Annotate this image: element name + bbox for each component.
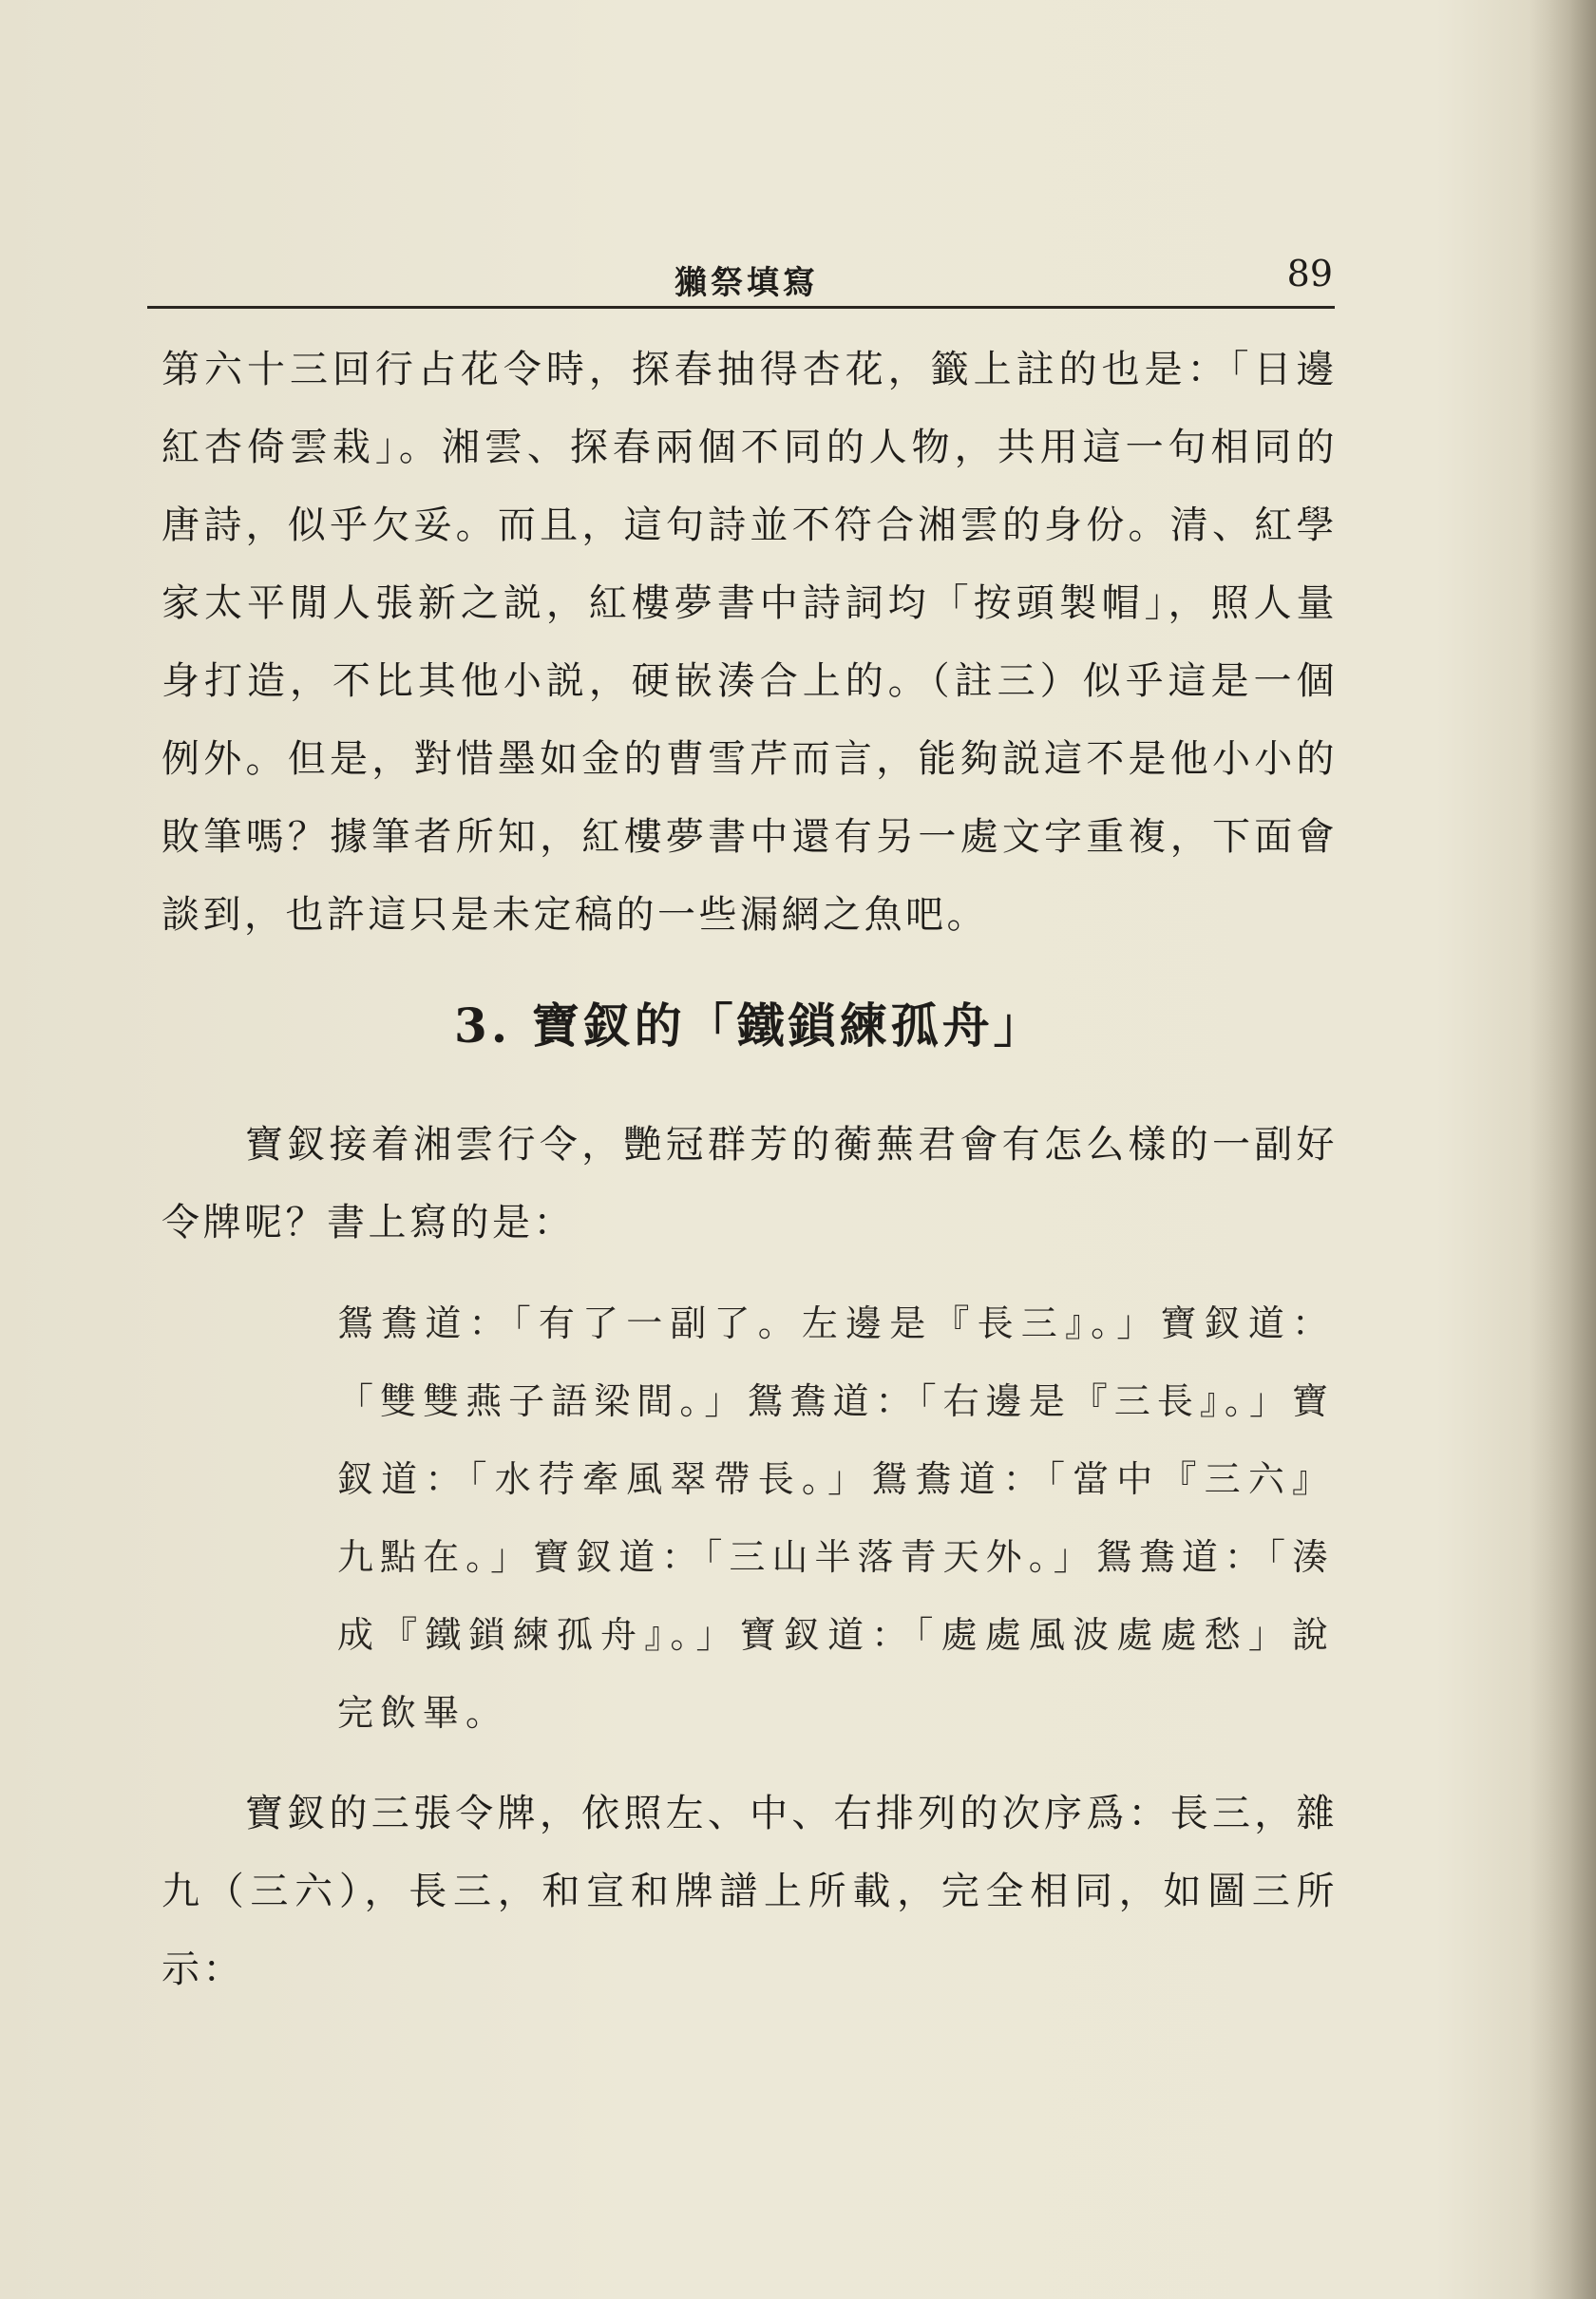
- paragraph-3: 寶釵的三張令牌，依照左、中、右排列的次序爲：長三，雜九（三六），長三，和宣和牌譜上所載，完全相同，如圖三所示：: [162, 1792, 1338, 1991]
- page-number: 89: [1286, 253, 1333, 294]
- page-gutter-shadow: [1530, 0, 1596, 2299]
- page-body: [162, 331, 1338, 2008]
- paragraph-2: 寶釵接着湘雲行令，艷冠群芳的蘅蕪君會有怎么樣的一副好令牌呢？書上寫的是：: [162, 1123, 1338, 1244]
- header-rule: [147, 306, 1335, 309]
- page-header: [147, 249, 1335, 306]
- running-title: 獺祭填寫: [674, 264, 819, 302]
- section-heading: 3. 寶釵的「鐵鎖練孤舟」: [454, 998, 1045, 1054]
- paragraph-1: 第六十三回行占花令時，探春抽得杏花，籤上註的也是：「日邊紅杏倚雲栽」。湘雲、探春兩個不同的人物，共用這一句相同的唐詩，似乎欠妥。而且，這句詩並不符合湘雲的身份。清、紅學家太平閒人張新之説，紅樓夢書中詩詞均「按頭製帽」，照人量身打造，不比其他小説，硬嵌湊合上的。（註三）似乎這是一個例外。但是，對惜墨如金的曹雪芹而言，能夠説這不是他小小的敗筆嗎？據筆者所知，紅樓夢書中還有另一處文字重複，下面會談到，也許這只是未定稿的一些漏網之魚吧。: [162, 348, 1338, 937]
- block-quote: 鴛鴦道：「有了一副了。左邊是『長三』。」寶釵道：「雙雙燕子語梁間。」鴛鴦道：「右邊是『三長』。」寶釵道：「水荇牽風翠帶長。」鴛鴦道：「當中『三六』九點在。」寶釵道：「三山半落青天外。」鴛鴦道：「湊成『鐵鎖練孤舟』。」寶釵道：「處處風波處處愁」說完飲畢。: [337, 1302, 1335, 1734]
